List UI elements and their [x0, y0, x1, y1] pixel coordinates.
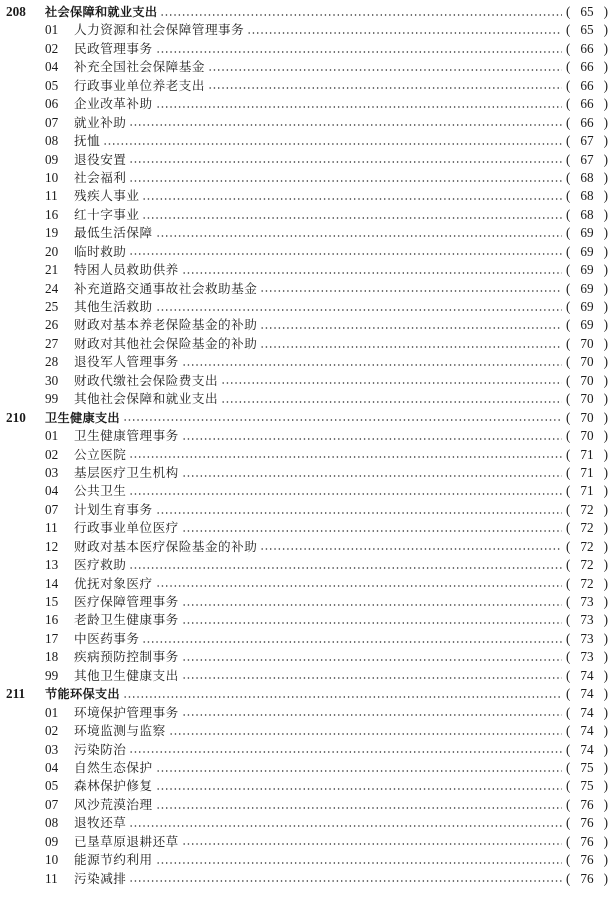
item-title: 已垦草原退耕还草 [74, 833, 179, 849]
section-code: 211 [6, 686, 26, 702]
dot-leader [129, 880, 562, 882]
item-code: 18 [45, 649, 59, 665]
page-ref: ( 70 ) [566, 335, 608, 353]
page-ref: ( 69 ) [566, 243, 608, 261]
page-number: 74 [580, 686, 594, 702]
item-title: 公立医院 [74, 446, 127, 462]
page-ref: ( 67 ) [566, 132, 608, 150]
page-ref: ( 73 ) [566, 611, 608, 629]
page-ref: ( 76 ) [566, 814, 608, 832]
toc-item [0, 353, 616, 371]
dot-leader [103, 143, 562, 145]
toc-item [0, 40, 616, 58]
page-ref: ( 66 ) [566, 58, 608, 76]
dot-leader [208, 69, 562, 71]
page-number: 74 [580, 704, 594, 720]
page-ref: ( 74 ) [566, 667, 608, 685]
dot-leader [129, 751, 562, 753]
toc-item [0, 630, 616, 648]
page-number: 72 [580, 520, 594, 536]
page-number: 73 [580, 594, 594, 609]
page-number: 73 [580, 649, 594, 665]
item-code: 09 [45, 151, 59, 167]
dot-leader [129, 493, 562, 495]
page-number: 70 [580, 409, 594, 425]
page-number: 76 [580, 815, 594, 831]
toc-section-211 [0, 685, 616, 703]
dot-leader [260, 327, 562, 329]
toc-item [0, 464, 616, 482]
item-title: 医疗保障管理事务 [74, 594, 179, 609]
dot-leader [156, 862, 562, 864]
dot-leader [208, 87, 562, 89]
toc-item [0, 667, 616, 685]
toc-item [0, 482, 616, 500]
item-title: 财政对基本医疗保险基金的补助 [74, 538, 258, 554]
item-title: 退牧还草 [74, 815, 127, 831]
toc-item [0, 427, 616, 445]
item-code: 02 [45, 40, 59, 56]
dot-leader [160, 14, 562, 16]
toc-item [0, 390, 616, 408]
page-number: 67 [580, 133, 594, 149]
page-ref: ( 73 ) [566, 648, 608, 666]
dot-leader [129, 825, 562, 827]
page-ref: ( 68 ) [566, 187, 608, 205]
toc-item [0, 77, 616, 95]
dot-leader [247, 32, 562, 34]
item-code: 02 [45, 446, 59, 462]
toc-section-208 [0, 3, 616, 21]
dot-leader [182, 530, 562, 532]
item-code: 30 [45, 372, 59, 388]
page-ref: ( 70 ) [566, 372, 608, 390]
page-number: 75 [580, 778, 594, 794]
page-ref: ( 66 ) [566, 40, 608, 58]
dot-leader [156, 512, 562, 514]
dot-leader [260, 548, 562, 550]
item-title: 优抚对象医疗 [74, 575, 153, 591]
toc-item [0, 206, 616, 224]
page-ref: ( 76 ) [566, 870, 608, 888]
toc-item [0, 556, 616, 574]
page-number: 75 [580, 759, 594, 775]
page-number: 70 [580, 428, 594, 444]
page-number: 70 [580, 372, 594, 388]
page-number: 65 [580, 4, 594, 19]
item-code: 06 [45, 96, 59, 112]
page-ref: ( 72 ) [566, 519, 608, 537]
toc-item [0, 243, 616, 261]
item-title: 补充全国社会保障基金 [74, 59, 205, 75]
item-code: 13 [45, 557, 59, 573]
page-number: 72 [580, 501, 594, 517]
item-code: 25 [45, 299, 59, 314]
item-code: 11 [45, 520, 58, 536]
page-ref: ( 67 ) [566, 151, 608, 169]
dot-leader [182, 364, 562, 366]
item-title: 社会福利 [74, 169, 127, 185]
toc-item [0, 722, 616, 740]
dot-leader [156, 106, 562, 108]
item-code: 12 [45, 538, 59, 554]
toc-item [0, 611, 616, 629]
item-code: 11 [45, 188, 58, 204]
page-ref: ( 66 ) [566, 114, 608, 132]
item-title: 红十字事业 [74, 206, 140, 222]
toc-item [0, 704, 616, 722]
page-number: 68 [580, 169, 594, 185]
dot-leader [129, 253, 562, 255]
item-title: 临时救助 [74, 243, 127, 259]
page-ref: ( 74 ) [566, 741, 608, 759]
page-number: 68 [580, 206, 594, 222]
item-code: 03 [45, 464, 59, 480]
toc-item [0, 777, 616, 795]
page-number: 74 [580, 667, 594, 683]
item-title: 财政对基本养老保险基金的补助 [74, 317, 258, 333]
item-code: 04 [45, 759, 59, 775]
dot-leader [156, 51, 562, 53]
page-ref: ( 69 ) [566, 224, 608, 242]
toc-item [0, 114, 616, 132]
toc-item [0, 280, 616, 298]
dot-leader [142, 641, 562, 643]
page-ref: ( 71 ) [566, 482, 608, 500]
toc-item [0, 132, 616, 150]
dot-leader [123, 696, 562, 698]
item-title: 最低生活保障 [74, 225, 153, 241]
page-ref: ( 70 ) [566, 427, 608, 445]
item-title: 其他生活救助 [74, 299, 153, 314]
item-code: 14 [45, 575, 59, 591]
page-ref: ( 65 ) [566, 21, 608, 39]
page-number: 66 [580, 114, 594, 130]
page-number: 69 [580, 317, 594, 333]
page-ref: ( 69 ) [566, 280, 608, 298]
dot-leader [221, 401, 562, 403]
toc-item [0, 151, 616, 169]
item-code: 07 [45, 796, 59, 812]
item-title: 其他卫生健康支出 [74, 667, 179, 683]
toc-item [0, 298, 616, 316]
item-title: 风沙荒漠治理 [74, 796, 153, 812]
page-ref: ( 74 ) [566, 685, 608, 703]
page-number: 69 [580, 243, 594, 259]
page-number: 69 [580, 299, 594, 314]
page-ref: ( 73 ) [566, 630, 608, 648]
item-code: 05 [45, 77, 59, 93]
item-title: 财政代缴社会保险费支出 [74, 372, 219, 388]
item-code: 01 [45, 704, 59, 720]
dot-leader [169, 733, 562, 735]
page-ref: ( 71 ) [566, 464, 608, 482]
toc-item [0, 446, 616, 464]
toc-item [0, 21, 616, 39]
dot-leader [182, 622, 562, 624]
toc-item [0, 316, 616, 334]
toc-item [0, 187, 616, 205]
dot-leader [142, 198, 562, 200]
dot-leader [123, 419, 562, 421]
page-number: 71 [580, 483, 594, 499]
section-title: 社会保障和就业支出 [45, 5, 158, 19]
page-ref: ( 65 ) [566, 3, 608, 21]
dot-leader [156, 235, 562, 237]
toc-item [0, 814, 616, 832]
dot-leader [182, 604, 562, 606]
item-code: 16 [45, 612, 59, 628]
page-ref: ( 68 ) [566, 206, 608, 224]
item-title: 卫生健康管理事务 [74, 428, 179, 444]
page-ref: ( 75 ) [566, 759, 608, 777]
toc-item [0, 575, 616, 593]
toc-item [0, 519, 616, 537]
page-ref: ( 73 ) [566, 593, 608, 611]
item-code: 08 [45, 133, 59, 149]
item-title: 残疾人事业 [74, 188, 140, 204]
toc-item [0, 796, 616, 814]
page-ref: ( 70 ) [566, 353, 608, 371]
toc-item [0, 648, 616, 666]
toc-item [0, 538, 616, 556]
page-number: 66 [580, 77, 594, 93]
item-code: 07 [45, 114, 59, 130]
page-ref: ( 72 ) [566, 556, 608, 574]
item-code: 02 [45, 723, 59, 739]
section-title: 卫生健康支出 [45, 410, 120, 425]
item-title: 就业补助 [74, 114, 127, 130]
page-number: 70 [580, 354, 594, 370]
page-ref: ( 69 ) [566, 298, 608, 316]
page-number: 65 [580, 22, 594, 38]
section-title: 节能环保支出 [45, 687, 120, 702]
page-number: 74 [580, 723, 594, 739]
item-code: 21 [45, 262, 59, 278]
page-number: 70 [580, 335, 594, 351]
page-ref: ( 70 ) [566, 390, 608, 408]
item-title: 公共卫生 [74, 483, 127, 499]
item-code: 28 [45, 354, 59, 370]
page-number: 70 [580, 391, 594, 407]
item-title: 森林保护修复 [74, 778, 153, 794]
dot-leader [260, 290, 562, 292]
dot-leader [182, 677, 562, 679]
item-code: 10 [45, 852, 59, 868]
item-title: 污染防治 [74, 741, 127, 757]
page-number: 68 [580, 188, 594, 204]
item-title: 退役军人管理事务 [74, 354, 179, 370]
item-title: 基层医疗卫生机构 [74, 464, 179, 480]
toc-item [0, 759, 616, 777]
item-code: 09 [45, 833, 59, 849]
item-code: 04 [45, 59, 59, 75]
dot-leader [156, 585, 562, 587]
page-number: 67 [580, 151, 594, 167]
page-ref: ( 75 ) [566, 777, 608, 795]
dot-leader [182, 843, 562, 845]
toc-item [0, 593, 616, 611]
toc-item [0, 95, 616, 113]
dot-leader [129, 456, 562, 458]
table-of-contents [0, 3, 616, 888]
toc-item [0, 833, 616, 851]
item-title: 行政事业单位养老支出 [74, 77, 205, 93]
item-title: 疾病预防控制事务 [74, 649, 179, 665]
item-code: 15 [45, 594, 59, 609]
item-code: 01 [45, 428, 59, 444]
dot-leader [182, 714, 562, 716]
page-number: 72 [580, 538, 594, 554]
page-number: 74 [580, 741, 594, 757]
dot-leader [182, 438, 562, 440]
dot-leader [156, 788, 562, 790]
dot-leader [182, 272, 562, 274]
item-title: 补充道路交通事故社会救助基金 [74, 280, 258, 296]
toc-item [0, 224, 616, 242]
page-ref: ( 74 ) [566, 704, 608, 722]
item-code: 11 [45, 870, 58, 886]
page-ref: ( 76 ) [566, 833, 608, 851]
item-code: 99 [45, 391, 59, 407]
item-code: 04 [45, 483, 59, 499]
page-number: 76 [580, 796, 594, 812]
item-code: 19 [45, 225, 59, 241]
item-code: 07 [45, 501, 59, 517]
page-number: 71 [580, 446, 594, 462]
item-code: 03 [45, 741, 59, 757]
section-code: 210 [6, 409, 26, 425]
page-number: 76 [580, 870, 594, 886]
section-code: 208 [6, 4, 26, 19]
page-ref: ( 70 ) [566, 409, 608, 427]
item-code: 01 [45, 22, 59, 38]
dot-leader [182, 475, 562, 477]
item-title: 计划生育事务 [74, 501, 153, 517]
dot-leader [221, 382, 562, 384]
dot-leader [129, 567, 562, 569]
page-number: 73 [580, 612, 594, 628]
item-title: 老龄卫生健康事务 [74, 612, 179, 628]
item-title: 环境监测与监察 [74, 723, 166, 739]
item-title: 中医药事务 [74, 630, 140, 646]
dot-leader [156, 309, 562, 311]
page-ref: ( 76 ) [566, 796, 608, 814]
item-title: 能源节约利用 [74, 852, 153, 868]
dot-leader [129, 180, 562, 182]
page-ref: ( 72 ) [566, 575, 608, 593]
item-title: 退役安置 [74, 151, 127, 167]
dot-leader [182, 659, 562, 661]
item-code: 17 [45, 630, 59, 646]
item-title: 自然生态保护 [74, 759, 153, 775]
page-number: 66 [580, 96, 594, 112]
toc-item [0, 741, 616, 759]
item-code: 10 [45, 169, 59, 185]
item-title: 抚恤 [74, 133, 101, 149]
dot-leader [156, 807, 562, 809]
page-number: 72 [580, 557, 594, 573]
item-code: 16 [45, 206, 59, 222]
item-code: 20 [45, 243, 59, 259]
toc-item [0, 335, 616, 353]
page-number: 69 [580, 225, 594, 241]
item-title: 企业改革补助 [74, 96, 153, 112]
item-title: 财政对其他社会保险基金的补助 [74, 335, 258, 351]
toc-item [0, 851, 616, 869]
page-ref: ( 69 ) [566, 316, 608, 334]
item-title: 医疗救助 [74, 557, 127, 573]
page-number: 69 [580, 280, 594, 296]
item-title: 其他社会保障和就业支出 [74, 391, 219, 407]
toc-item [0, 501, 616, 519]
page-ref: ( 72 ) [566, 501, 608, 519]
item-title: 污染减排 [74, 870, 127, 886]
dot-leader [129, 124, 562, 126]
page-number: 73 [580, 630, 594, 646]
dot-leader [260, 346, 562, 348]
page-number: 76 [580, 852, 594, 868]
page-ref: ( 72 ) [566, 538, 608, 556]
dot-leader [129, 161, 562, 163]
page-number: 72 [580, 575, 594, 591]
item-code: 08 [45, 815, 59, 831]
page-ref: ( 66 ) [566, 77, 608, 95]
item-title: 民政管理事务 [74, 40, 153, 56]
dot-leader [142, 217, 562, 219]
toc-item [0, 58, 616, 76]
page-ref: ( 74 ) [566, 722, 608, 740]
toc-item [0, 870, 616, 888]
item-title: 特困人员救助供养 [74, 262, 179, 278]
toc-item [0, 372, 616, 390]
item-title: 行政事业单位医疗 [74, 520, 179, 536]
page-ref: ( 66 ) [566, 95, 608, 113]
toc-item [0, 169, 616, 187]
dot-leader [156, 770, 562, 772]
page-number: 66 [580, 40, 594, 56]
toc-item [0, 261, 616, 279]
page-number: 66 [580, 59, 594, 75]
item-code: 26 [45, 317, 59, 333]
page-ref: ( 69 ) [566, 261, 608, 279]
item-code: 05 [45, 778, 59, 794]
item-code: 27 [45, 335, 59, 351]
page-ref: ( 68 ) [566, 169, 608, 187]
item-title: 人力资源和社会保障管理事务 [74, 22, 245, 38]
item-code: 24 [45, 280, 59, 296]
page-number: 76 [580, 833, 594, 849]
item-title: 环境保护管理事务 [74, 704, 179, 720]
page-ref: ( 71 ) [566, 446, 608, 464]
toc-section-210 [0, 409, 616, 427]
page-number: 71 [580, 464, 594, 480]
item-code: 99 [45, 667, 59, 683]
page-number: 69 [580, 262, 594, 278]
page-ref: ( 76 ) [566, 851, 608, 869]
